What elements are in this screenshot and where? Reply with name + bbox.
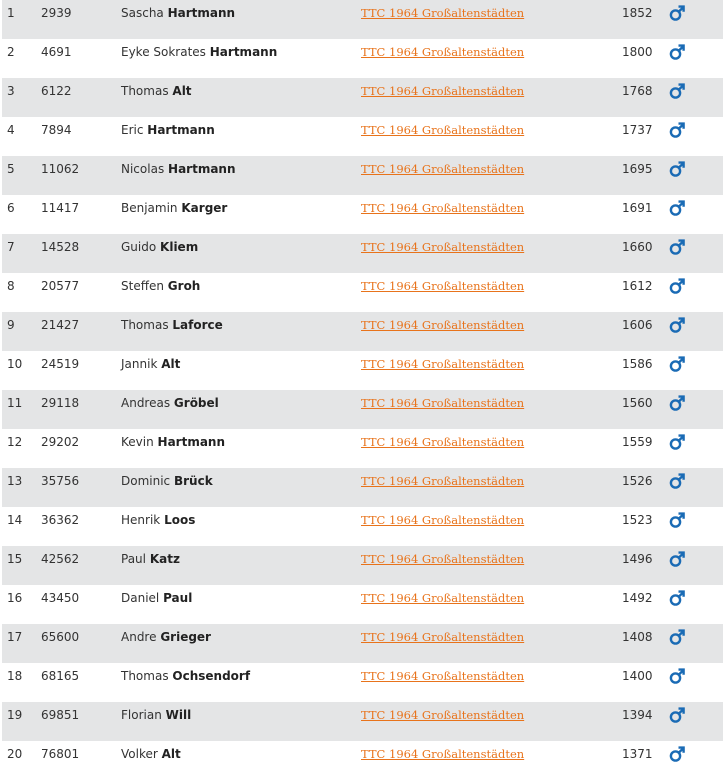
- player-name: [121, 552, 180, 567]
- club-link[interactable]: TTC 1964 Großaltenstädten: [361, 513, 525, 527]
- male-icon: [669, 511, 685, 529]
- player-name: [121, 279, 200, 294]
- rank-cell: 15: [7, 552, 23, 566]
- player-name: [121, 123, 215, 138]
- club-link[interactable]: TTC 1964 Großaltenstädten: [361, 45, 525, 59]
- rating-cell: 1691: [622, 201, 653, 215]
- rank-cell: 8: [7, 279, 15, 293]
- rank-cell: 1: [7, 6, 15, 20]
- club-link[interactable]: TTC 1964 Großaltenstädten: [361, 708, 525, 722]
- player-last-name: Brück: [173, 474, 213, 488]
- club-link[interactable]: TTC 1964 Großaltenstädten: [361, 123, 525, 137]
- table-row: [2, 39, 723, 78]
- table-row: [2, 624, 723, 663]
- player-first-name: Andre: [121, 630, 157, 644]
- male-icon: [669, 667, 685, 685]
- table-row: [2, 702, 723, 741]
- player-first-name: Sascha: [121, 6, 164, 20]
- position-cell: 4691: [41, 45, 72, 59]
- player-last-name: Groh: [167, 279, 201, 293]
- rank-cell: 14: [7, 513, 23, 527]
- male-icon: [669, 394, 685, 412]
- player-first-name: Dominic: [121, 474, 171, 488]
- club-link[interactable]: TTC 1964 Großaltenstädten: [361, 240, 525, 254]
- male-icon: [669, 82, 685, 100]
- player-name: [121, 435, 225, 450]
- position-cell: 20577: [41, 279, 80, 293]
- player-first-name: Thomas: [121, 84, 169, 98]
- table-row: [2, 663, 723, 702]
- table-row: [2, 312, 723, 351]
- club-link[interactable]: TTC 1964 Großaltenstädten: [361, 474, 525, 488]
- player-last-name: Will: [165, 708, 192, 722]
- position-cell: 35756: [41, 474, 80, 488]
- player-last-name: Loos: [164, 513, 196, 527]
- club-link[interactable]: TTC 1964 Großaltenstädten: [361, 357, 525, 371]
- player-first-name: Andreas: [121, 396, 171, 410]
- position-cell: 68165: [41, 669, 80, 683]
- rank-cell: 16: [7, 591, 23, 605]
- rating-cell: 1560: [622, 396, 653, 410]
- rank-cell: 6: [7, 201, 15, 215]
- club-link[interactable]: TTC 1964 Großaltenstädten: [361, 201, 525, 215]
- player-name: [121, 357, 180, 372]
- club-link[interactable]: TTC 1964 Großaltenstädten: [361, 162, 525, 176]
- rating-cell: 1400: [622, 669, 653, 683]
- table-row: [2, 78, 723, 117]
- player-last-name: Alt: [161, 747, 181, 761]
- player-first-name: Steffen: [121, 279, 164, 293]
- position-cell: 29202: [41, 435, 80, 449]
- position-cell: 21427: [41, 318, 80, 332]
- rating-cell: 1371: [622, 747, 653, 761]
- player-first-name: Daniel: [121, 591, 160, 605]
- table-row: [2, 351, 723, 390]
- position-cell: 7894: [41, 123, 72, 137]
- player-last-name: Katz: [149, 552, 180, 566]
- table-row: [2, 390, 723, 429]
- club-link[interactable]: TTC 1964 Großaltenstädten: [361, 669, 525, 683]
- position-cell: 11417: [41, 201, 80, 215]
- club-link[interactable]: TTC 1964 Großaltenstädten: [361, 6, 525, 20]
- club-link[interactable]: TTC 1964 Großaltenstädten: [361, 591, 525, 605]
- player-first-name: Eyke Sokrates: [121, 45, 206, 59]
- male-icon: [669, 355, 685, 373]
- table-row: [2, 741, 723, 780]
- male-icon: [669, 628, 685, 646]
- male-icon: [669, 706, 685, 724]
- rank-cell: 5: [7, 162, 15, 176]
- rating-cell: 1612: [622, 279, 653, 293]
- player-first-name: Benjamin: [121, 201, 178, 215]
- player-name: [121, 747, 181, 762]
- rank-cell: 20: [7, 747, 23, 761]
- table-row: [2, 429, 723, 468]
- rating-cell: 1526: [622, 474, 653, 488]
- player-name: [121, 84, 192, 99]
- player-name: [121, 318, 223, 333]
- player-first-name: Volker: [121, 747, 158, 761]
- rating-cell: 1523: [622, 513, 653, 527]
- player-last-name: Kliem: [160, 240, 199, 254]
- rank-cell: 11: [7, 396, 23, 410]
- position-cell: 42562: [41, 552, 80, 566]
- rating-cell: 1768: [622, 84, 653, 98]
- club-link[interactable]: TTC 1964 Großaltenstädten: [361, 747, 525, 761]
- player-first-name: Henrik: [121, 513, 161, 527]
- rank-cell: 10: [7, 357, 23, 371]
- player-name: [121, 6, 235, 21]
- rating-cell: 1394: [622, 708, 653, 722]
- table-row: [2, 468, 723, 507]
- male-icon: [669, 550, 685, 568]
- position-cell: 43450: [41, 591, 80, 605]
- rating-cell: 1606: [622, 318, 653, 332]
- club-link[interactable]: TTC 1964 Großaltenstädten: [361, 318, 525, 332]
- position-cell: 24519: [41, 357, 80, 371]
- player-last-name: Ochsendorf: [172, 669, 251, 683]
- rank-cell: 3: [7, 84, 15, 98]
- rank-cell: 13: [7, 474, 23, 488]
- club-link[interactable]: TTC 1964 Großaltenstädten: [361, 630, 525, 644]
- player-last-name: Alt: [161, 357, 181, 371]
- player-last-name: Hartmann: [167, 6, 236, 20]
- male-icon: [669, 199, 685, 217]
- player-last-name: Paul: [163, 591, 193, 605]
- rank-cell: 2: [7, 45, 15, 59]
- rank-cell: 19: [7, 708, 23, 722]
- club-link[interactable]: TTC 1964 Großaltenstädten: [361, 435, 525, 449]
- club-link[interactable]: TTC 1964 Großaltenstädten: [361, 396, 525, 410]
- position-cell: 65600: [41, 630, 80, 644]
- table-row: [2, 156, 723, 195]
- male-icon: [669, 43, 685, 61]
- male-icon: [669, 238, 685, 256]
- ranking-table: [2, 0, 723, 780]
- male-icon: [669, 472, 685, 490]
- position-cell: 29118: [41, 396, 80, 410]
- player-last-name: Laforce: [172, 318, 223, 332]
- player-name: [121, 45, 277, 60]
- player-first-name: Eric: [121, 123, 144, 137]
- player-last-name: Gröbel: [173, 396, 219, 410]
- position-cell: 2939: [41, 6, 72, 20]
- player-last-name: Hartmann: [157, 435, 226, 449]
- rating-cell: 1695: [622, 162, 653, 176]
- rating-cell: 1586: [622, 357, 653, 371]
- player-first-name: Guido: [121, 240, 157, 254]
- player-first-name: Kevin: [121, 435, 154, 449]
- table-row: [2, 0, 723, 39]
- table-row: [2, 234, 723, 273]
- male-icon: [669, 589, 685, 607]
- rating-cell: 1408: [622, 630, 653, 644]
- player-last-name: Grieger: [160, 630, 211, 644]
- club-link[interactable]: TTC 1964 Großaltenstädten: [361, 279, 525, 293]
- rank-cell: 12: [7, 435, 23, 449]
- male-icon: [669, 745, 685, 763]
- player-first-name: Thomas: [121, 669, 169, 683]
- male-icon: [669, 277, 685, 295]
- player-last-name: Alt: [172, 84, 192, 98]
- rating-cell: 1800: [622, 45, 653, 59]
- player-name: [121, 240, 198, 255]
- rating-cell: 1660: [622, 240, 653, 254]
- table-row: [2, 507, 723, 546]
- rating-cell: 1492: [622, 591, 653, 605]
- player-name: [121, 708, 191, 723]
- table-row: [2, 117, 723, 156]
- position-cell: 14528: [41, 240, 80, 254]
- player-first-name: Paul: [121, 552, 146, 566]
- player-first-name: Florian: [121, 708, 162, 722]
- male-icon: [669, 316, 685, 334]
- player-first-name: Jannik: [121, 357, 158, 371]
- player-name: [121, 474, 213, 489]
- player-name: [121, 669, 250, 684]
- table-row: [2, 195, 723, 234]
- rating-cell: 1737: [622, 123, 653, 137]
- rank-cell: 17: [7, 630, 23, 644]
- club-link[interactable]: TTC 1964 Großaltenstädten: [361, 84, 525, 98]
- table-row: [2, 273, 723, 312]
- rating-cell: 1559: [622, 435, 653, 449]
- position-cell: 11062: [41, 162, 80, 176]
- table-row: [2, 546, 723, 585]
- player-name: [121, 162, 236, 177]
- rank-cell: 18: [7, 669, 23, 683]
- rank-cell: 9: [7, 318, 15, 332]
- position-cell: 36362: [41, 513, 80, 527]
- player-last-name: Hartmann: [168, 162, 236, 176]
- male-icon: [669, 433, 685, 451]
- position-cell: 6122: [41, 84, 72, 98]
- rating-cell: 1852: [622, 6, 653, 20]
- player-name: [121, 591, 192, 606]
- club-link[interactable]: TTC 1964 Großaltenstädten: [361, 552, 525, 566]
- rating-cell: 1496: [622, 552, 653, 566]
- rank-cell: 7: [7, 240, 15, 254]
- player-name: [121, 396, 219, 411]
- player-name: [121, 513, 195, 528]
- rank-cell: 4: [7, 123, 15, 137]
- table-row: [2, 585, 723, 624]
- male-icon: [669, 4, 685, 22]
- male-icon: [669, 160, 685, 178]
- player-last-name: Hartmann: [209, 45, 278, 59]
- player-last-name: Hartmann: [147, 123, 215, 137]
- player-first-name: Nicolas: [121, 162, 165, 176]
- position-cell: 69851: [41, 708, 80, 722]
- player-name: [121, 630, 211, 645]
- player-last-name: Karger: [181, 201, 228, 215]
- player-first-name: Thomas: [121, 318, 169, 332]
- player-name: [121, 201, 227, 216]
- position-cell: 76801: [41, 747, 80, 761]
- male-icon: [669, 121, 685, 139]
